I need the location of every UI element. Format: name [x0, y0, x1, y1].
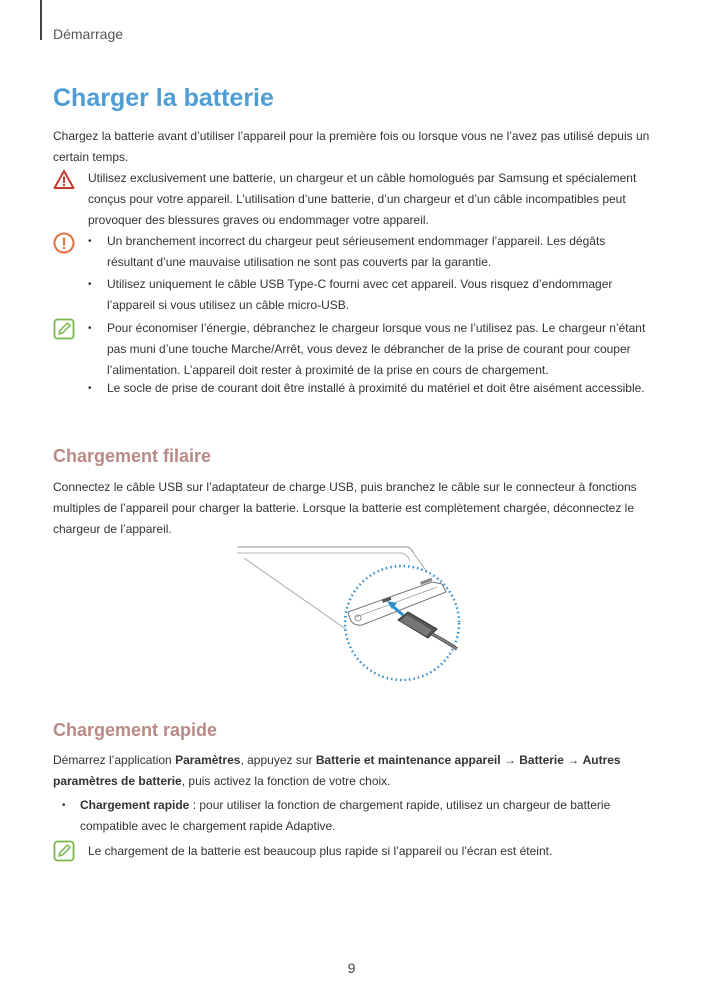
fast-bullet-text: : pour utiliser la fonction de chargement rapide, utilisez un chargeur de batterie compatible avec le chargement rapide Adaptive. [80, 798, 611, 833]
page-title: Charger la batterie [53, 84, 274, 112]
note-item-text: Pour économiser l’énergie, débranchez le chargeur lorsque vous ne l’utilisez pas. Le chargeur n’étant pas muni d’une touche Marche/Arrêt, vous devez le débrancher de la prise de courant pour couper l’alimentation. L’appareil doit rester à proximité de la prise en cours de chargement. [107, 321, 646, 377]
settings-app-name: Paramètres [175, 753, 241, 767]
other-battery-settings-menu: Autres paramètres de batterie [53, 753, 621, 788]
bullet: • [88, 383, 92, 394]
fast-intro-text: , puis activez la fonction de votre choix. [181, 774, 391, 788]
arrow-text: → [500, 753, 520, 767]
bullet: • [88, 279, 92, 290]
bullet: • [62, 800, 66, 811]
charging-illustration [232, 542, 472, 687]
bullet: • [88, 236, 92, 247]
fast-note: Le chargement de la batterie est beaucoup plus rapide si l’appareil ou l’écran est éteint. [88, 844, 553, 858]
fast-intro-text: , appuyez sur [240, 753, 316, 767]
caution-item-text: Un branchement incorrect du chargeur peut sérieusement endommager l’appareil. Les dégâts résultant d’une mauvaise utilisation ne sont pas couverts par la garantie. [107, 234, 606, 269]
battery-menu: Batterie [519, 753, 564, 767]
note-item-2 [88, 378, 653, 399]
fast-heading: Chargement rapide [53, 720, 218, 740]
fast-intro-text: Démarrez l’application [53, 753, 176, 767]
wired-heading: Chargement filaire [53, 446, 212, 466]
note-icon [53, 840, 75, 862]
page-number: 9 [347, 960, 356, 976]
caution-item-text: Utilisez uniquement le câble USB Type-C fourni avec cet appareil. Vous risquez d’endommager l’appareil si vous utilisez un câble micro-USB. [107, 277, 613, 312]
header-rule [40, 0, 42, 40]
intro-paragraph: Chargez la batterie avant d’utiliser l’appareil pour la première fois ou lorsque vous ne l’avez pas utilisé depuis un certain temps. [53, 129, 650, 164]
caution-item-2 [88, 274, 653, 316]
section-header: Démarrage [53, 26, 124, 42]
note-item-text: Le socle de prise de courant doit être installé à proximité du matériel et doit être aisément accessible. [107, 381, 645, 395]
fast-intro [53, 750, 653, 792]
arrow-text: → [563, 753, 583, 767]
note-icon [53, 318, 75, 340]
caution-icon [53, 232, 75, 254]
battery-maintenance-menu: Batterie et maintenance appareil [315, 753, 501, 767]
note-item-1 [88, 318, 653, 381]
wired-paragraph: Connectez le câble USB sur l’adaptateur de charge USB, puis branchez le câble sur le connecteur à fonctions multiples de l’appareil pour charger la batterie. Lorsque la batterie est complètement chargée, déconnectez le chargeur de l’appareil. [53, 480, 637, 536]
fast-bullet [62, 795, 652, 837]
warning-text: Utilisez exclusivement une batterie, un chargeur et un câble homologués par Samsung et spécialement conçus pour votre appareil. L’utilisation d’une batterie, d’un chargeur et d’un câble incompatibles peut provoquer des blessures graves ou endommager votre appareil. [88, 171, 637, 227]
caution-item-1 [88, 231, 653, 273]
warning-icon [53, 169, 75, 191]
fast-charging-label: Chargement rapide [80, 798, 190, 812]
bullet: • [88, 323, 92, 334]
